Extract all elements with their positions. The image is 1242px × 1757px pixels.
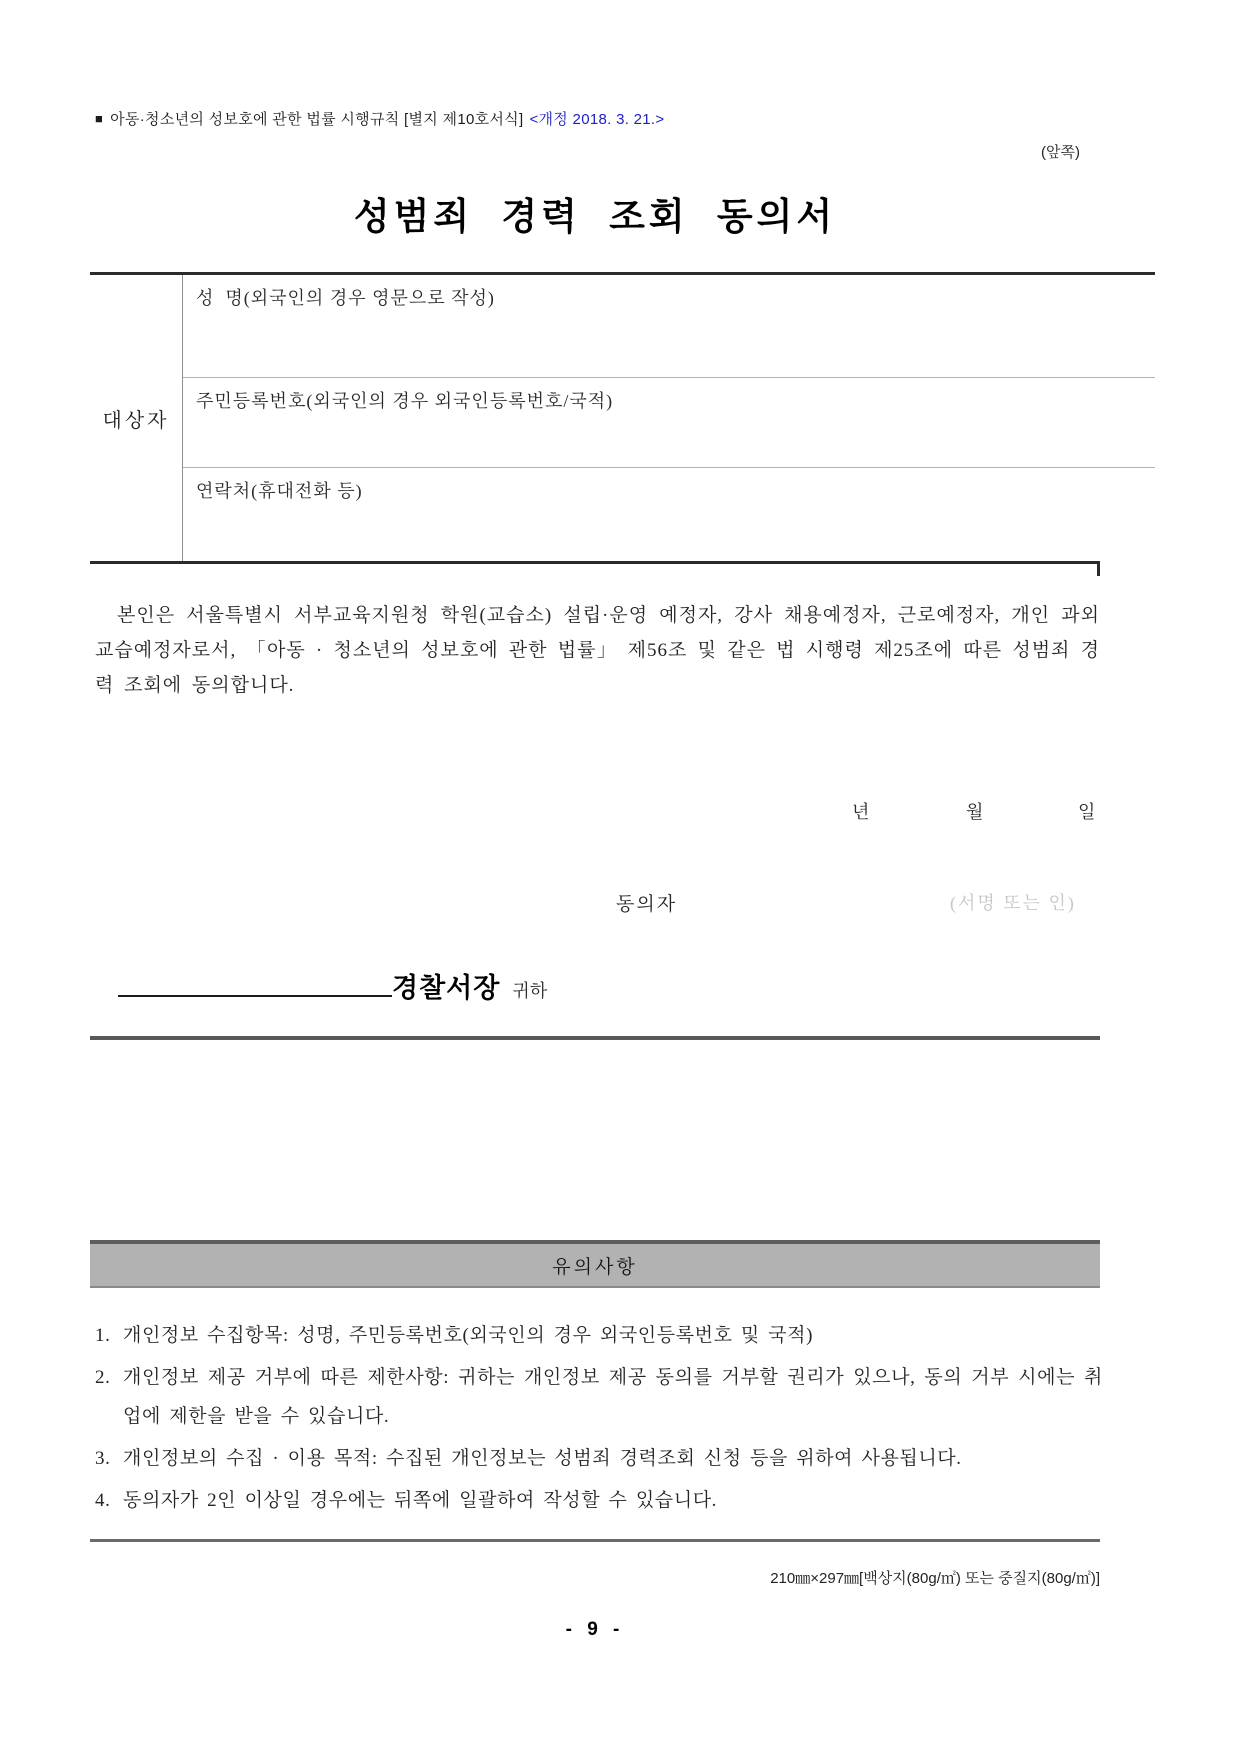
signature-hint: (서명 또는 인) (950, 893, 1076, 913)
form-title: 성범죄 경력 조회 동의서 (353, 196, 837, 237)
name-field-label: 성 명(외국인의 경우 영문으로 작성) (196, 288, 495, 308)
notice-list (95, 1316, 1103, 1523)
date-year-label: 년 (852, 802, 870, 822)
blank-underline (118, 977, 392, 997)
police-chief-label: 경찰서장 (392, 973, 501, 1003)
notice-item-4 (95, 1481, 1103, 1520)
page-number: - 9 - (565, 1619, 625, 1640)
table-bottom-border (90, 561, 1100, 564)
subject-rowheader: 대상자 (90, 275, 183, 561)
notice-item-3-text: 개인정보의 수집 · 이용 목적: 수집된 개인정보는 성범죄 경력조회 신청 등을 위하여 사용됩니다. (123, 1448, 962, 1469)
rrn-field-label: 주민등록번호(외국인의 경우 외국인등록번호/국적) (196, 391, 614, 411)
notice-item-3 (95, 1439, 1103, 1478)
form-header-line (95, 108, 664, 129)
table-row-contact (183, 468, 1155, 561)
revision-text: <개정 2018. 3. 21.> (529, 111, 665, 128)
section-divider-rule (90, 1036, 1100, 1040)
contact-field-label: 연락처(휴대전화 등) (196, 481, 363, 501)
bottom-rule (90, 1539, 1100, 1542)
subject-table (90, 272, 1155, 561)
table-row-rrn (183, 378, 1155, 468)
table-bottom-right-tick (1097, 561, 1100, 576)
notice-item-3-number: 3. (95, 1448, 111, 1469)
subject-table-rows (183, 275, 1155, 561)
consent-paragraph: 본인은 서울특별시 서부교육지원청 학원(교습소) 설립·운영 예정자, 강사 채용예정자, 근로예정자, 개인 과외교습예정자로서, 「아동 · 청소년의 성보호에 관한 법률」 제56조 및 같은 법 시행령 제25조에 따른 성범죄 경력 조회에 동의합니다. (95, 605, 1100, 696)
notice-item-1 (95, 1316, 1103, 1355)
square-bullet-icon: ■ (95, 111, 104, 126)
notice-item-1-text: 개인정보 수집항목: 성명, 주민등록번호(외국인의 경우 외국인등록번호 및 국적) (123, 1325, 814, 1346)
notice-item-2 (95, 1358, 1103, 1436)
notice-header-bar (90, 1240, 1100, 1288)
front-side-label: (앞쪽) (1041, 144, 1080, 161)
honorific-label: 귀하 (512, 981, 548, 1001)
paper-spec-label: 210㎜×297㎜[백상지(80g/㎡) 또는 중질지(80g/㎡)] (770, 1570, 1100, 1587)
notice-item-2-number: 2. (95, 1367, 111, 1388)
notice-item-4-number: 4. (95, 1490, 111, 1511)
date-day-label: 일 (1078, 802, 1096, 822)
date-month-label: 월 (966, 802, 984, 822)
notice-item-2-text: 개인정보 제공 거부에 따른 제한사항: 귀하는 개인정보 제공 동의를 거부할 권리가 있으나, 동의 거부 시에는 취업에 제한을 받을 수 있습니다. (123, 1367, 1103, 1427)
addressee-line (118, 966, 547, 1005)
table-row-name (183, 275, 1155, 378)
notice-title: 유의사항 (552, 1256, 638, 1278)
regulation-text: 아동·청소년의 성보호에 관한 법률 시행규칙 [별지 제10호서식] (110, 111, 524, 128)
signer-label: 동의자 (616, 894, 678, 915)
notice-item-1-number: 1. (95, 1325, 111, 1346)
notice-item-4-text: 동의자가 2인 이상일 경우에는 뒤쪽에 일괄하여 작성할 수 있습니다. (123, 1490, 718, 1511)
